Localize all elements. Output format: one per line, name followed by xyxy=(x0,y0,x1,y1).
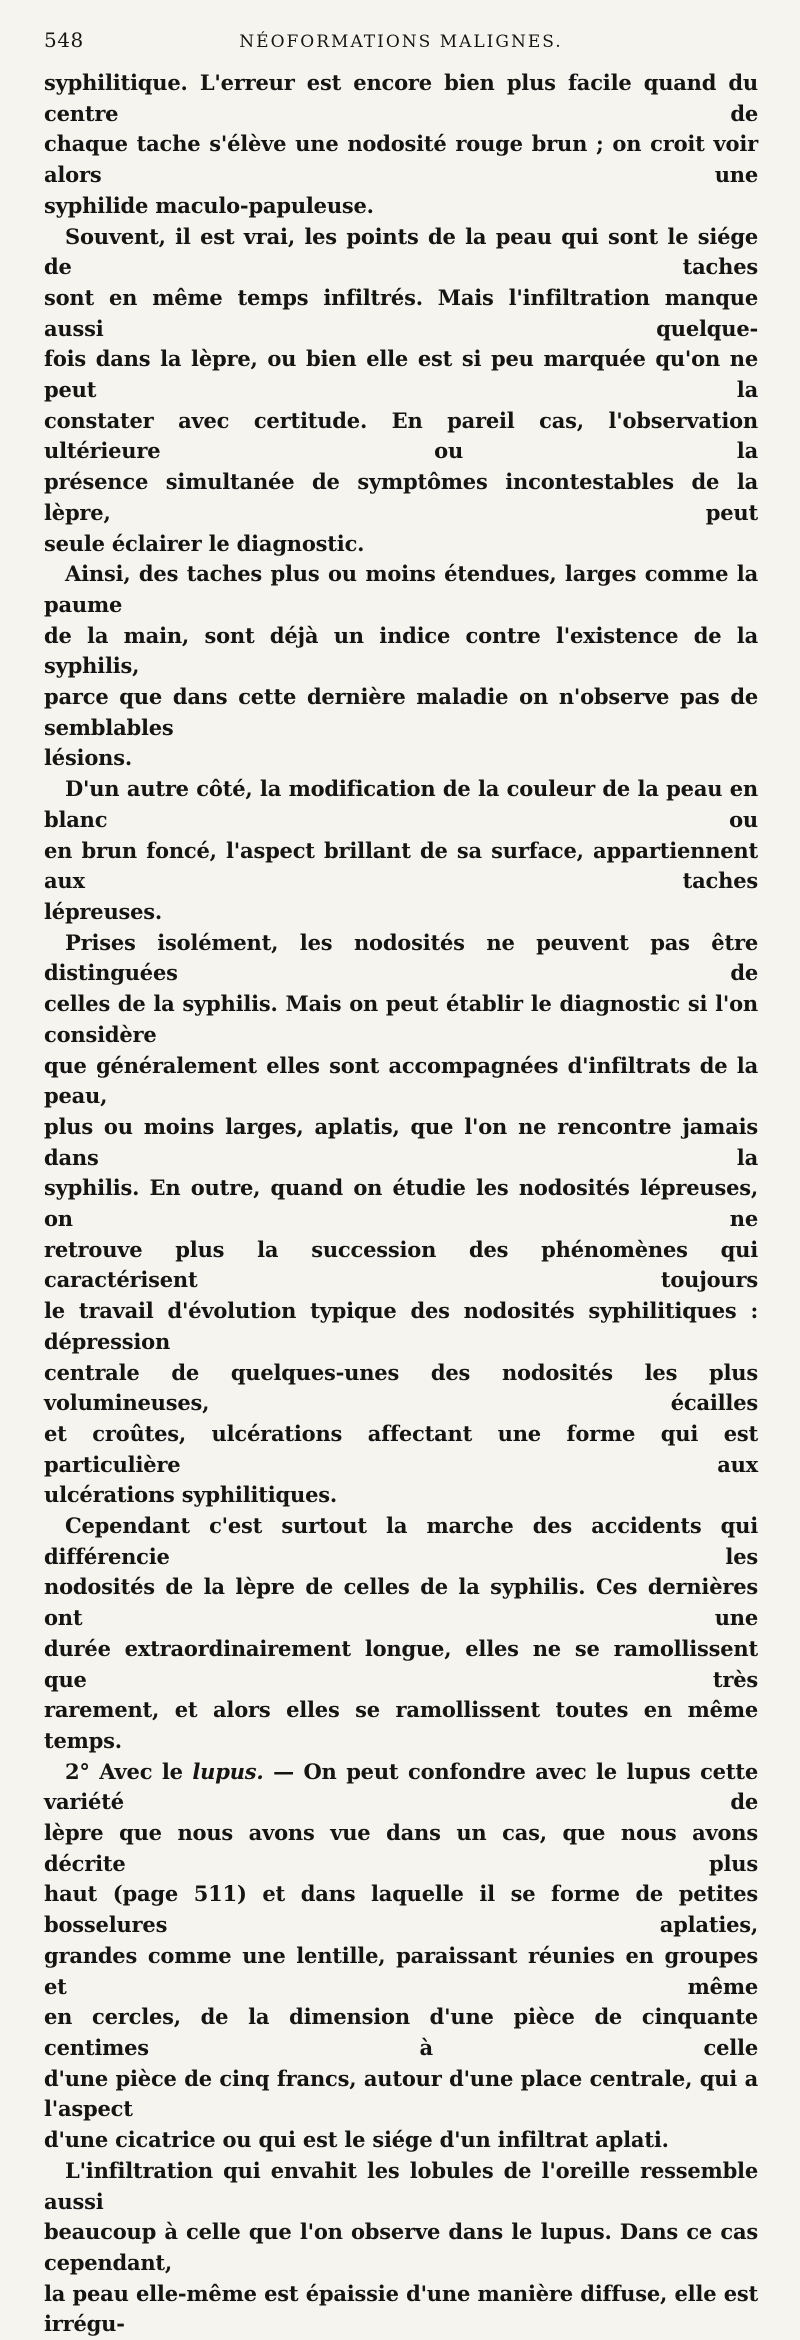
text-line: présence simultanée de symptômes incontestables de la lèpre, peut xyxy=(44,469,758,525)
text-line: constater avec certitude. En pareil cas, l'observation ultérieure ou la xyxy=(44,407,758,464)
text-line: d'une cicatrice ou qui est le siége d'un infiltrat aplati. xyxy=(44,2127,669,2153)
text-line: plus ou moins larges, aplatis, que l'on ne rencontre jamais dans la xyxy=(44,1113,758,1170)
text-line xyxy=(44,1757,758,1818)
text-line: D'un autre côté, la modification de la couleur de la peau en blanc ou xyxy=(44,776,758,832)
text-line: Prises isolément, les nodosités ne peuvent pas être distinguées de xyxy=(44,929,758,986)
text-line: en brun foncé, l'aspect brillant de sa surface, appartiennent aux taches xyxy=(44,837,758,894)
text-line: syphilitique. L'erreur est encore bien plus facile quand du centre de xyxy=(44,70,758,126)
italic-term: lupus. xyxy=(192,1758,264,1784)
page-header xyxy=(44,28,758,62)
text-line: sont en même temps infiltrés. Mais l'infiltration manque aussi quelque- xyxy=(44,284,758,341)
paragraph xyxy=(44,2156,758,2340)
page-number: 548 xyxy=(44,28,84,52)
text-line: lèpre que nous avons vue dans un cas, que nous avons décrite plus xyxy=(44,1820,758,1876)
text-line: que généralement elles sont accompagnées d'infiltrats de la peau, xyxy=(44,1052,758,1109)
running-title: NÉOFORMATIONS MALIGNES. xyxy=(239,32,563,52)
paragraph xyxy=(44,928,758,1511)
text-line: syphilis. En outre, quand on étudie les nodosités lépreuses, on ne xyxy=(44,1175,758,1232)
text-line: Souvent, il est vrai, les points de la peau qui sont le siége de taches xyxy=(44,223,758,280)
text-line: lépreuses. xyxy=(44,898,163,924)
paragraph xyxy=(44,1757,758,2156)
line-prefix: 2° Avec le xyxy=(65,1758,193,1784)
text-line: syphilide maculo-papuleuse. xyxy=(44,192,374,218)
paragraph xyxy=(44,222,758,560)
text-line: le travail d'évolution typique des nodosités syphilitiques : dépression xyxy=(44,1298,758,1354)
body-text xyxy=(44,68,758,2340)
paragraph xyxy=(44,1511,758,1757)
text-line: Ainsi, des taches plus ou moins étendues, larges comme la paume xyxy=(44,561,758,617)
text-line: seule éclairer le diagnostic. xyxy=(44,530,365,556)
text-line: d'une pièce de cinq francs, autour d'une place centrale, qui a l'aspect xyxy=(44,2065,758,2122)
text-line: haut (page 511) et dans laquelle il se forme de petites bosselures aplaties, xyxy=(44,1881,758,1938)
text-line: chaque tache s'élève une nodosité rouge brun ; on croit voir alors une xyxy=(44,131,758,188)
text-line: la peau elle-même est épaissie d'une manière diffuse, elle est irrégu- xyxy=(44,2280,758,2337)
text-line: ulcérations syphilitiques. xyxy=(44,1482,337,1508)
text-line: rarement, et alors elles se ramollissent toutes en même temps. xyxy=(44,1697,758,1753)
text-line: durée extraordinairement longue, elles ne se ramollissent que très xyxy=(44,1635,758,1692)
paragraph xyxy=(44,774,758,928)
text-line: en cercles, de la dimension d'une pièce de cinquante centimes à celle xyxy=(44,2004,758,2060)
text-line: fois dans la lèpre, ou bien elle est si peu marquée qu'on ne peut la xyxy=(44,346,758,403)
text-line: Cependant c'est surtout la marche des accidents qui différencie les xyxy=(44,1513,758,1569)
text-line: retrouve plus la succession des phénomènes qui caractérisent toujours xyxy=(44,1236,758,1293)
paragraph xyxy=(44,68,758,222)
text-line: et croûtes, ulcérations affectant une forme qui est particulière aux xyxy=(44,1420,758,1477)
text-line: parce que dans cette dernière maladie on n'observe pas de semblables xyxy=(44,684,758,740)
paragraph xyxy=(44,559,758,774)
text-line: L'infiltration qui envahit les lobules de l'oreille ressemble aussi xyxy=(44,2157,758,2214)
text-line: celles de la syphilis. Mais on peut établir le diagnostic si l'on considère xyxy=(44,991,758,1047)
text-line: grandes comme une lentille, paraissant réunies en groupes et même xyxy=(44,1942,758,1999)
text-line: nodosités de la lèpre de celles de la syphilis. Ces dernières ont une xyxy=(44,1574,758,1631)
text-line: lésions. xyxy=(44,745,132,771)
text-line: centrale de quelques-unes des nodosités les plus volumineuses, écailles xyxy=(44,1359,758,1416)
text-line: de la main, sont déjà un indice contre l'existence de la syphilis, xyxy=(44,622,758,679)
text-line: beaucoup à celle que l'on observe dans le lupus. Dans ce cas cependant, xyxy=(44,2219,758,2275)
line-suffix: — On peut confondre avec le lupus cette variété de xyxy=(44,1758,758,1815)
